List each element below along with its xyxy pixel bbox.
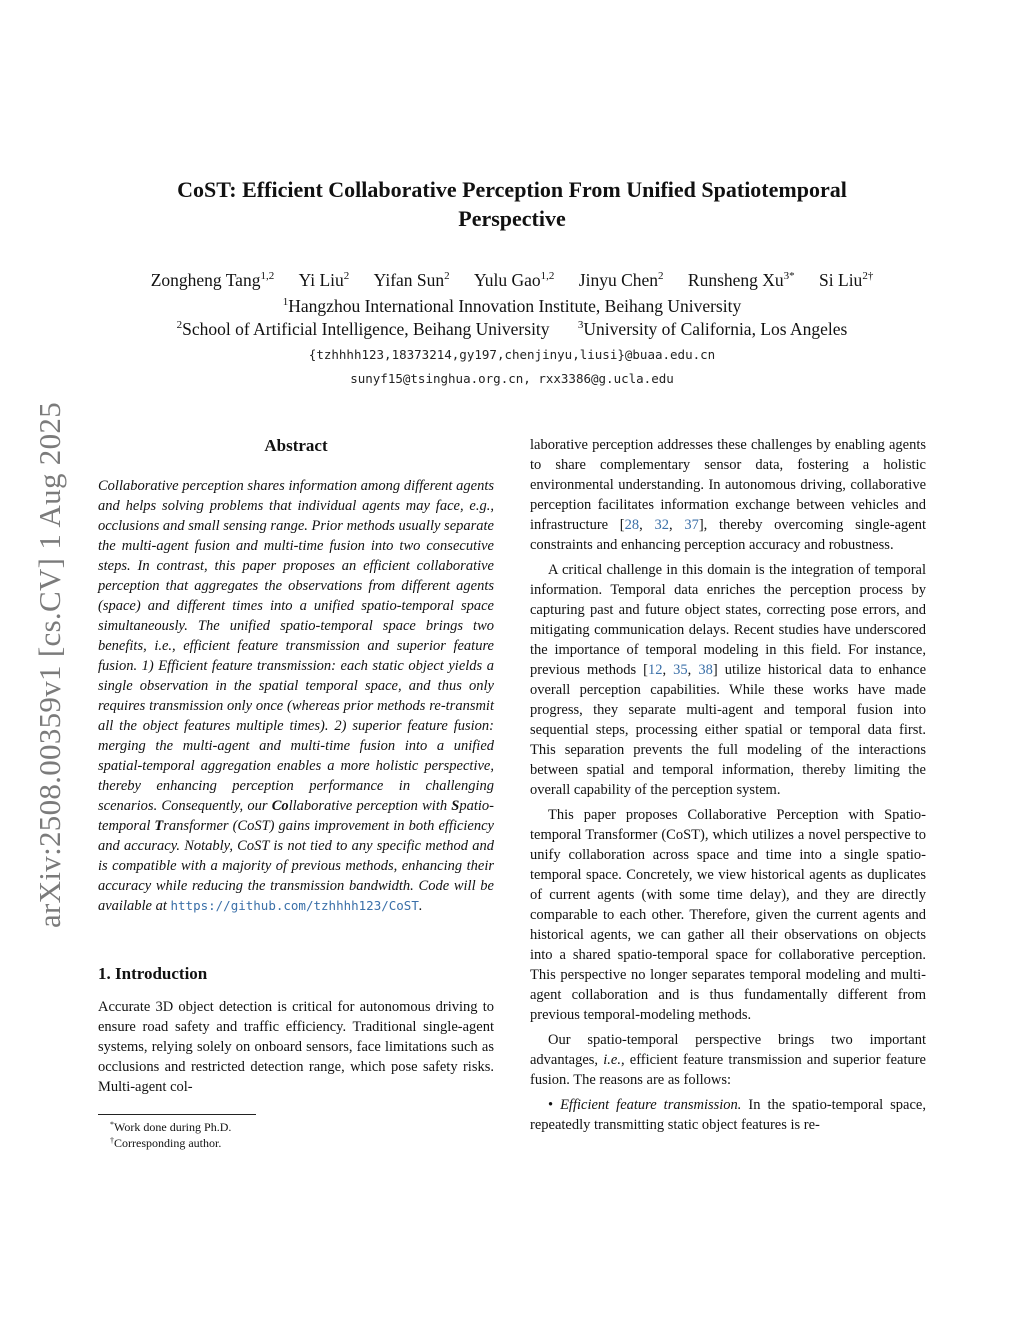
author: Jinyu Chen$^2$	[578, 270, 664, 290]
author: Yi Liu$^2$	[298, 270, 350, 290]
abstract-text: Collaborative perception shares information among different agents and helps solving problems that individual agents may face, e.g., occlusions and small sensing range. Prior methods usually separate the multi-agent fusion and multi-time fusion into two consecutive steps. In contrast, this paper proposes an efficient collaborative perception that aggregates the observations from different agents (space) and different times into a unified spatio-temporal space simultaneously. The unified spatio-temporal space brings two benefits, i.e., efficient feature transmission and superior feature fusion. 1) Efficient feature transmission: each static object yields a single observation in the spatial temporal space, and thus only requires transmission only once (whereas prior methods re-transmit all the object features multiple times). 2) superior feature fusion: merging the multi-agent and multi-time fusion into a unified spatial-temporal aggregation enables a more holistic perspective, thereby enhancing perception performance in challenging scenarios. Consequently, our Collaborative perception with Spatio-temporal Transformer (CoST) gains improvement in both efficiency and accuracy. Notably, CoST is not tied to any specific method and is compatible with a majority of previous methods, enhancing their accuracy while reducing the transmission bandwidth. Code will be available at https://github.com/tzhhhh123/CoST.	[98, 478, 495, 914]
affiliation-1: $^1$Hangzhou International Innovation Institute, Beihang University	[282, 296, 742, 316]
citation[interactable]: 37	[684, 517, 699, 533]
citation[interactable]: 38	[698, 662, 713, 678]
title-line-2: Perspective	[458, 206, 566, 231]
bullet-icon: •	[548, 1097, 554, 1113]
affiliation-2: $^2$School of Artificial Intelligence, Beihang University	[176, 319, 550, 339]
right-column	[530, 435, 926, 1135]
author: Runsheng $Xu^{3*}$	[687, 270, 795, 290]
paragraph-proposal: This paper proposes Collaborative Perception with Spatio-temporal Transformer (CoST), which utilizes a novel perspective to unify collaboration across space and time into a single spatio-temporal space. Concretely, we view historical agents as duplicates of current agents (with some time delay), and they are directly comparable to each other. Therefore, given the current agents and historical agents, we can gather all their observations on objects into a shared spatio-temporal space for collaborative perception. This perspective no longer separates temporal modeling and multi-agent collaboration and is thus fundamentally different from previous temporal-modeling methods.	[530, 807, 926, 1023]
author-list	[90, 270, 934, 291]
citation[interactable]: 12	[648, 662, 663, 678]
author: Zongheng Tang$^{1,2}$	[150, 270, 275, 290]
affiliation-2-3	[90, 318, 934, 340]
citation[interactable]: 32	[654, 517, 669, 533]
footnote-2: †Corresponding author.	[110, 1136, 222, 1150]
email-line-2[interactable]: sunyf15@tsinghua.org.cn, rxx3386@g.ucla.edu	[350, 371, 674, 386]
introduction-heading: 1. Introduction	[98, 964, 208, 983]
paper-title	[130, 175, 894, 233]
email-line-1[interactable]: {tzhhhh123,18373214,gy197,chenjinyu,liusi}@buaa.edu.cn	[308, 347, 716, 362]
arxiv-id[interactable]: arXiv:2508.00359v1 [cs.CV] 1 Aug 2025	[32, 401, 67, 929]
paragraph-collab: laborative perception addresses these challenges by enabling agents to share complementary sensor data, fostering a holistic environmental understanding. In autonomous driving, collaborative perception facilitates information exchange between vehicles and infrastructure [28, 32, 37], thereby overcoming single-agent constraints and enhancing perception accuracy and robustness.	[530, 437, 927, 553]
code-link[interactable]: https://github.com/tzhhhh123/CoST	[170, 898, 419, 913]
paragraph-temporal: A critical challenge in this domain is the integration of temporal information. Temporal data enriches the perception process by capturing past and future object states, correcting pose errors, and mitigating communication delays. Recent studies have underscored the importance of temporal modeling in this field. For instance, previous methods [12, 35, 38] utilize historical data to enhance overall perception capabilities. While these works have made progress, they separate multi-agent and temporal fusion into sequential steps, processing either spatial or temporal data first. This separation prevents the full modeling of the interactions between spatial and temporal information, thereby limiting the overall capability of the perception system.	[530, 562, 927, 798]
title-line-1: CoST: Efficient Collaborative Perception From Unified Spatiotemporal	[177, 177, 847, 202]
arxiv-sidebar-stamp	[20, 370, 80, 960]
author: Yifan Sun$^2$	[373, 270, 450, 290]
introduction-paragraph: Accurate 3D object detection is critical for autonomous driving to ensure road safety and traffic efficiency. Traditional single-agent systems, relying solely on onboard sensors, face limitations such as occlusions and restricted detection range, which pose safety risks. Multi-agent col-	[98, 999, 494, 1095]
paragraph-advantages: Our spatio-temporal perspective brings two important advantages, i.e., efficient feature transmission and superior feature fusion. The reasons are as follows:	[530, 1032, 926, 1088]
footnote-1: *Work done during Ph.D.	[110, 1120, 232, 1134]
affiliation-3: $^3$University of California, Los Angeles	[577, 319, 848, 339]
left-column	[98, 435, 494, 1151]
author: Yulu Gao$^{1,2}$	[474, 270, 555, 290]
citation[interactable]: 28	[624, 517, 640, 533]
citation[interactable]: 35	[673, 662, 688, 678]
footnote-rule	[98, 1114, 256, 1115]
abstract-heading: Abstract	[264, 436, 328, 455]
author: Si Liu$^{2\dagger}$	[819, 270, 874, 290]
paragraph-bullet-transmission: • Efficient feature transmission. In the spatio-temporal space, repeatedly transmitting static object features is re-	[530, 1097, 926, 1133]
